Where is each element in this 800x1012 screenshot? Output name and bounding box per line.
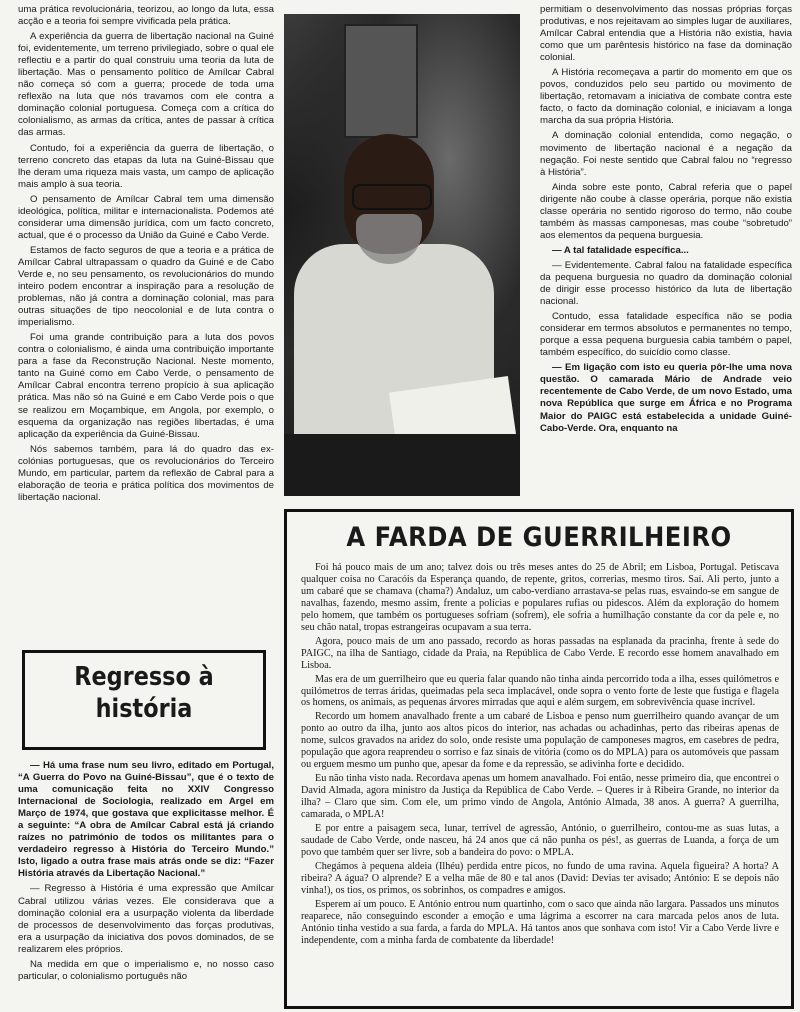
paragraph: Chegámos à pequena aldeia (Ilhéu) perdida entre picos, no fundo de uma ravina. Aquela figueira? A horta? A ribeira? A água? O alprende? E a velha mãe de 80 e tal anos (David: Devias ter avisado; António: E se depois não vinha!), os tios, os primos, os sobrinhos, os compadres e amigos.	[301, 860, 779, 896]
paragraph: Contudo, essa fatalidade específica não se podia considerar em termos absolutos e permanentes no tempo, porque a essa pequena burguesia cabia também o papel, também específico, do suicídio como classe.	[540, 311, 792, 359]
paragraph: Estamos de facto seguros de que a teoria e a prática de Amílcar Cabral ultrapassam o quadro da Guiné e de Cabo Verde e, no seu pensamento, os revolucionários do mundo inteiro podem encontrar a inspiração para a resolução de problemas, não já contra a dominação colonial, mas para outras situações de tipo neocolonial e de luta contra o imperialismo.	[18, 244, 274, 329]
right-column-text	[540, 4, 792, 438]
paragraph: Esperem aí um pouco. E António entrou num quartinho, com o saco que ainda não largara. Passados uns minutos reaparece, não conseguindo esconder a emoção e uma lágrima a escorrer na cara marcada pelos anos de luta. António tinha vestido a sua farda, a farda do MPLA. Há tantos anos que sonhava com isto! Vir a Cabo Verde livre e independente, com a minha farda de combatente da liberdade!	[301, 898, 779, 946]
paragraph: Contudo, foi a experiência da guerra de libertação, o terreno concreto das etapas da luta na Guiné-Bissau que lhe deram uma riqueza mais vasta, um campo de aplicação mais amplo à sua teoria.	[18, 142, 274, 190]
paragraph: — Evidentemente. Cabral falou na fatalidade específica da pequena burguesia no quadro da dominação colonial de dirigir esse processo histórico da luta de libertação nacional.	[540, 259, 792, 308]
paragraph: Ainda sobre este ponto, Cabral referia que o papel dirigente não coube à classe operária, porque não existia classe operária no sentido rigoroso do termo, não coube também às massas camponesas, mas coube “sobretudo” aos elementos da pequena burguesia.	[540, 181, 792, 241]
left-column-text	[18, 4, 274, 507]
regresso-headline-box	[22, 650, 266, 750]
paragraph: Recordo um homem anavalhado frente a um cabaré de Lisboa e penso num guerrilheiro quando avançar de um ponto ao outro da ilha, junto aos altos picos do interior, nas achadas ou achadinhas, perto das ribeiras apenas de nome, sulcos gravados na aridez do solo, onde resiste uma população de camponeses magros, em casebres de pedra, população que agora reaprendeu o sorriso e faz sinais de vitória (como os do MPLA) para os automóveis que passam ou erguem mesmo um punho que, apesar da fome e da repressão, se adivinha forte e decidido.	[301, 711, 779, 771]
farda-article-text	[301, 562, 779, 949]
paragraph: A dominação colonial entendida, como negação, o movimento de libertação nacional é a negação da negação. Foi neste sentido que Cabral falou no “regresso à História”.	[540, 130, 792, 178]
farda-article-box	[284, 509, 794, 1009]
paragraph: Na medida em que o imperialismo e, no nosso caso particular, o colonialismo português não	[18, 958, 274, 982]
question-paragraph: — Em ligação com isto eu queria pôr-lhe uma nova questão. O camarada Mário de Andrade veio recentemente de Cabo Verde, de um novo Estado, uma nova República que surge em África e no Programa Maior do PAIGC está estabelecida a unidade Guiné-Cabo-Verde. Ora, enquanto na	[540, 362, 792, 434]
paragraph: uma prática revolucionária, teorizou, ao longo da luta, essa acção e a teoria foi sempre vivificada pela prática.	[18, 4, 274, 28]
paragraph: — Regresso à História é uma expressão que Amílcar Cabral utilizou várias vezes. Ele considerava que a dominação colonial era a usurpação violenta da liberdade de processos de desenvolvimento das forças produtivas, era a usurpação da iniciativa dos povos dominados, de se realizarem eles próprios.	[18, 883, 274, 955]
portrait-photo	[284, 14, 520, 496]
paragraph: Agora, pouco mais de um ano passado, recordo as horas passadas na esplanada da pracinha, frente à sede do PAIGC, na ilha de Santiago, cidade da Praia, na República de Cabo Verde. E recordo esse homem anavalhado em Lisboa.	[301, 635, 779, 671]
paragraph: Nós sabemos também, para lá do quadro das ex-colónias portuguesas, que os revolucionários do Terceiro Mundo, em particular, partem da reflexão de Cabral para a elaboração de teoria e prática política dos movimentos de libertação nacional.	[18, 443, 274, 503]
paragraph: A História recomeçava a partir do momento em que os povos, conduzidos pelo seu partido ou movimento de libertação, retomavam a iniciativa de combate contra este facto, o facto da dominação colonial, e iniciavam a longa marcha da sua própria História.	[540, 67, 792, 127]
farda-headline: A FARDA DE GUERRILHEIRO	[346, 522, 732, 553]
paragraph: permitiam o desenvolvimento das nossas próprias forças produtivas, e nos rejeitavam ao simples lugar de auxiliares, Amílcar Cabral entendia que a História não existia, havia como que um parêntesis histórico na fase da dominação colonial.	[540, 4, 792, 64]
left-bottom-text	[18, 760, 274, 986]
paragraph: Foi há pouco mais de um ano; talvez dois ou três meses antes do 25 de Abril; em Lisboa, Portugal. Petiscava qualquer coisa no Caracóis da Esperança quando, de repente, gritos, correrias, mesmo tiros. Saí. Ali perto, junto a um cabaré que se chamava (chama?) Andaluz, um cabo-verdiano arrastava-se pelas ruas, esvaindo-se em sangue de navalhas, fazendo, mesmo assim, frente a polícias e populares rufias ou pidescos. Além da exploração do homem pelo homem, que também os portugueses sofriam (sofrem), ele sofria a humilhação constante da cor da pele e, no seu chão natal, tropas estrangeiras ocupavam a sua terra.	[301, 562, 779, 633]
paragraph: E por entre a paisagem seca, lunar, terrível de agressão, António, o guerrilheiro, contou-me as suas lutas, a saudade de Cabo Verde, onde nasceu, há 24 anos que cá não punha os pés!, as guerras de Luanda, a força de um povo que também quer ser livre, sob a bandeira do povo: o MPLA.	[301, 823, 779, 858]
paragraph: Foi uma grande contribuição para a luta dos povos contra o colonialismo, é ainda uma contribuição importante para a fase da Reconstrução Nacional. Neste momento, tanto na Guiné como em Cabo Verde, o pensamento de Amílcar Cabral encontra terreno propício à sua aplicação prática. Mas não só na Guiné e em Cabo Verde pois o que se realizou em Moçambique, em Angola, por exemplo, o esquema da organização nas regiões libertadas, é uma aplicação da experiência da Guiné-Bissau.	[18, 332, 274, 440]
paragraph: Mas era de um guerrilheiro que eu queria falar quando não tinha ainda percorrido toda a ilha, esses quilómetros e quilómetros de terras áridas, queimadas pela seca implacável, onde sopra o vento forte de leste que fustiga e flagela os homens, os animais, as pequenas árvores mirradas que aqui e além surgem, em sobrevivência quase incrível.	[301, 673, 779, 709]
paragraph: O pensamento de Amílcar Cabral tem uma dimensão ideológica, política, militar e internacionalista. Podemos até considerar uma dimensão jurídica, com um facto concreto, actual, que é o processo da União da Guiné e Cabo Verde.	[18, 193, 274, 241]
paragraph: A experiência da guerra de libertação nacional na Guiné foi, evidentemente, um terreno privilegiado, sobre o qual ele reflectiu e a partir do qual construiu uma teoria da luta de libertação. Mas o pensamento político de Amílcar Cabral não começa só com a guerra; procede de toda uma reflexão na luta que nós travamos com ele contra a dominação colonial portuguesa. Começa com a crítica do colonialismo, as armas da crítica, antes de passar à crítica das armas.	[18, 31, 274, 139]
regresso-headline: Regresso à história	[74, 662, 214, 724]
question-paragraph: — A tal fatalidade específica...	[552, 244, 689, 256]
paragraph: Eu não tinha visto nada. Recordava apenas um homem anavalhado. Foi então, nesse primeiro dia, que encontrei o David Almada, agora ministro da Justiça da República de Cabo Verde. – Queres ir à Ribeira Grande, no interior da ilha? – Claro que sim. Com ele, um primo vindo de Angola, António Almada, 38 anos. A guerra? A guerrilha, camarada, o MPLA!	[301, 773, 779, 821]
question-paragraph: — Há uma frase num seu livro, editado em Portugal, “A Guerra do Povo na Guiné-Bissau”, que é o texto de uma comunicação feita no XXIV Congresso Internacional de Sociologia, realizado em Argel em Março de 1974, que gostava que explicitasse melhor. É a seguinte: “A obra de Amílcar Cabral está já criando raízes no património de todos os militantes para o verdadeiro regresso à História do Terceiro Mundo.” Isto, ligado a outra frase mais atrás onde se diz: “Fazer História através da Libertação Nacional.”	[18, 760, 274, 880]
